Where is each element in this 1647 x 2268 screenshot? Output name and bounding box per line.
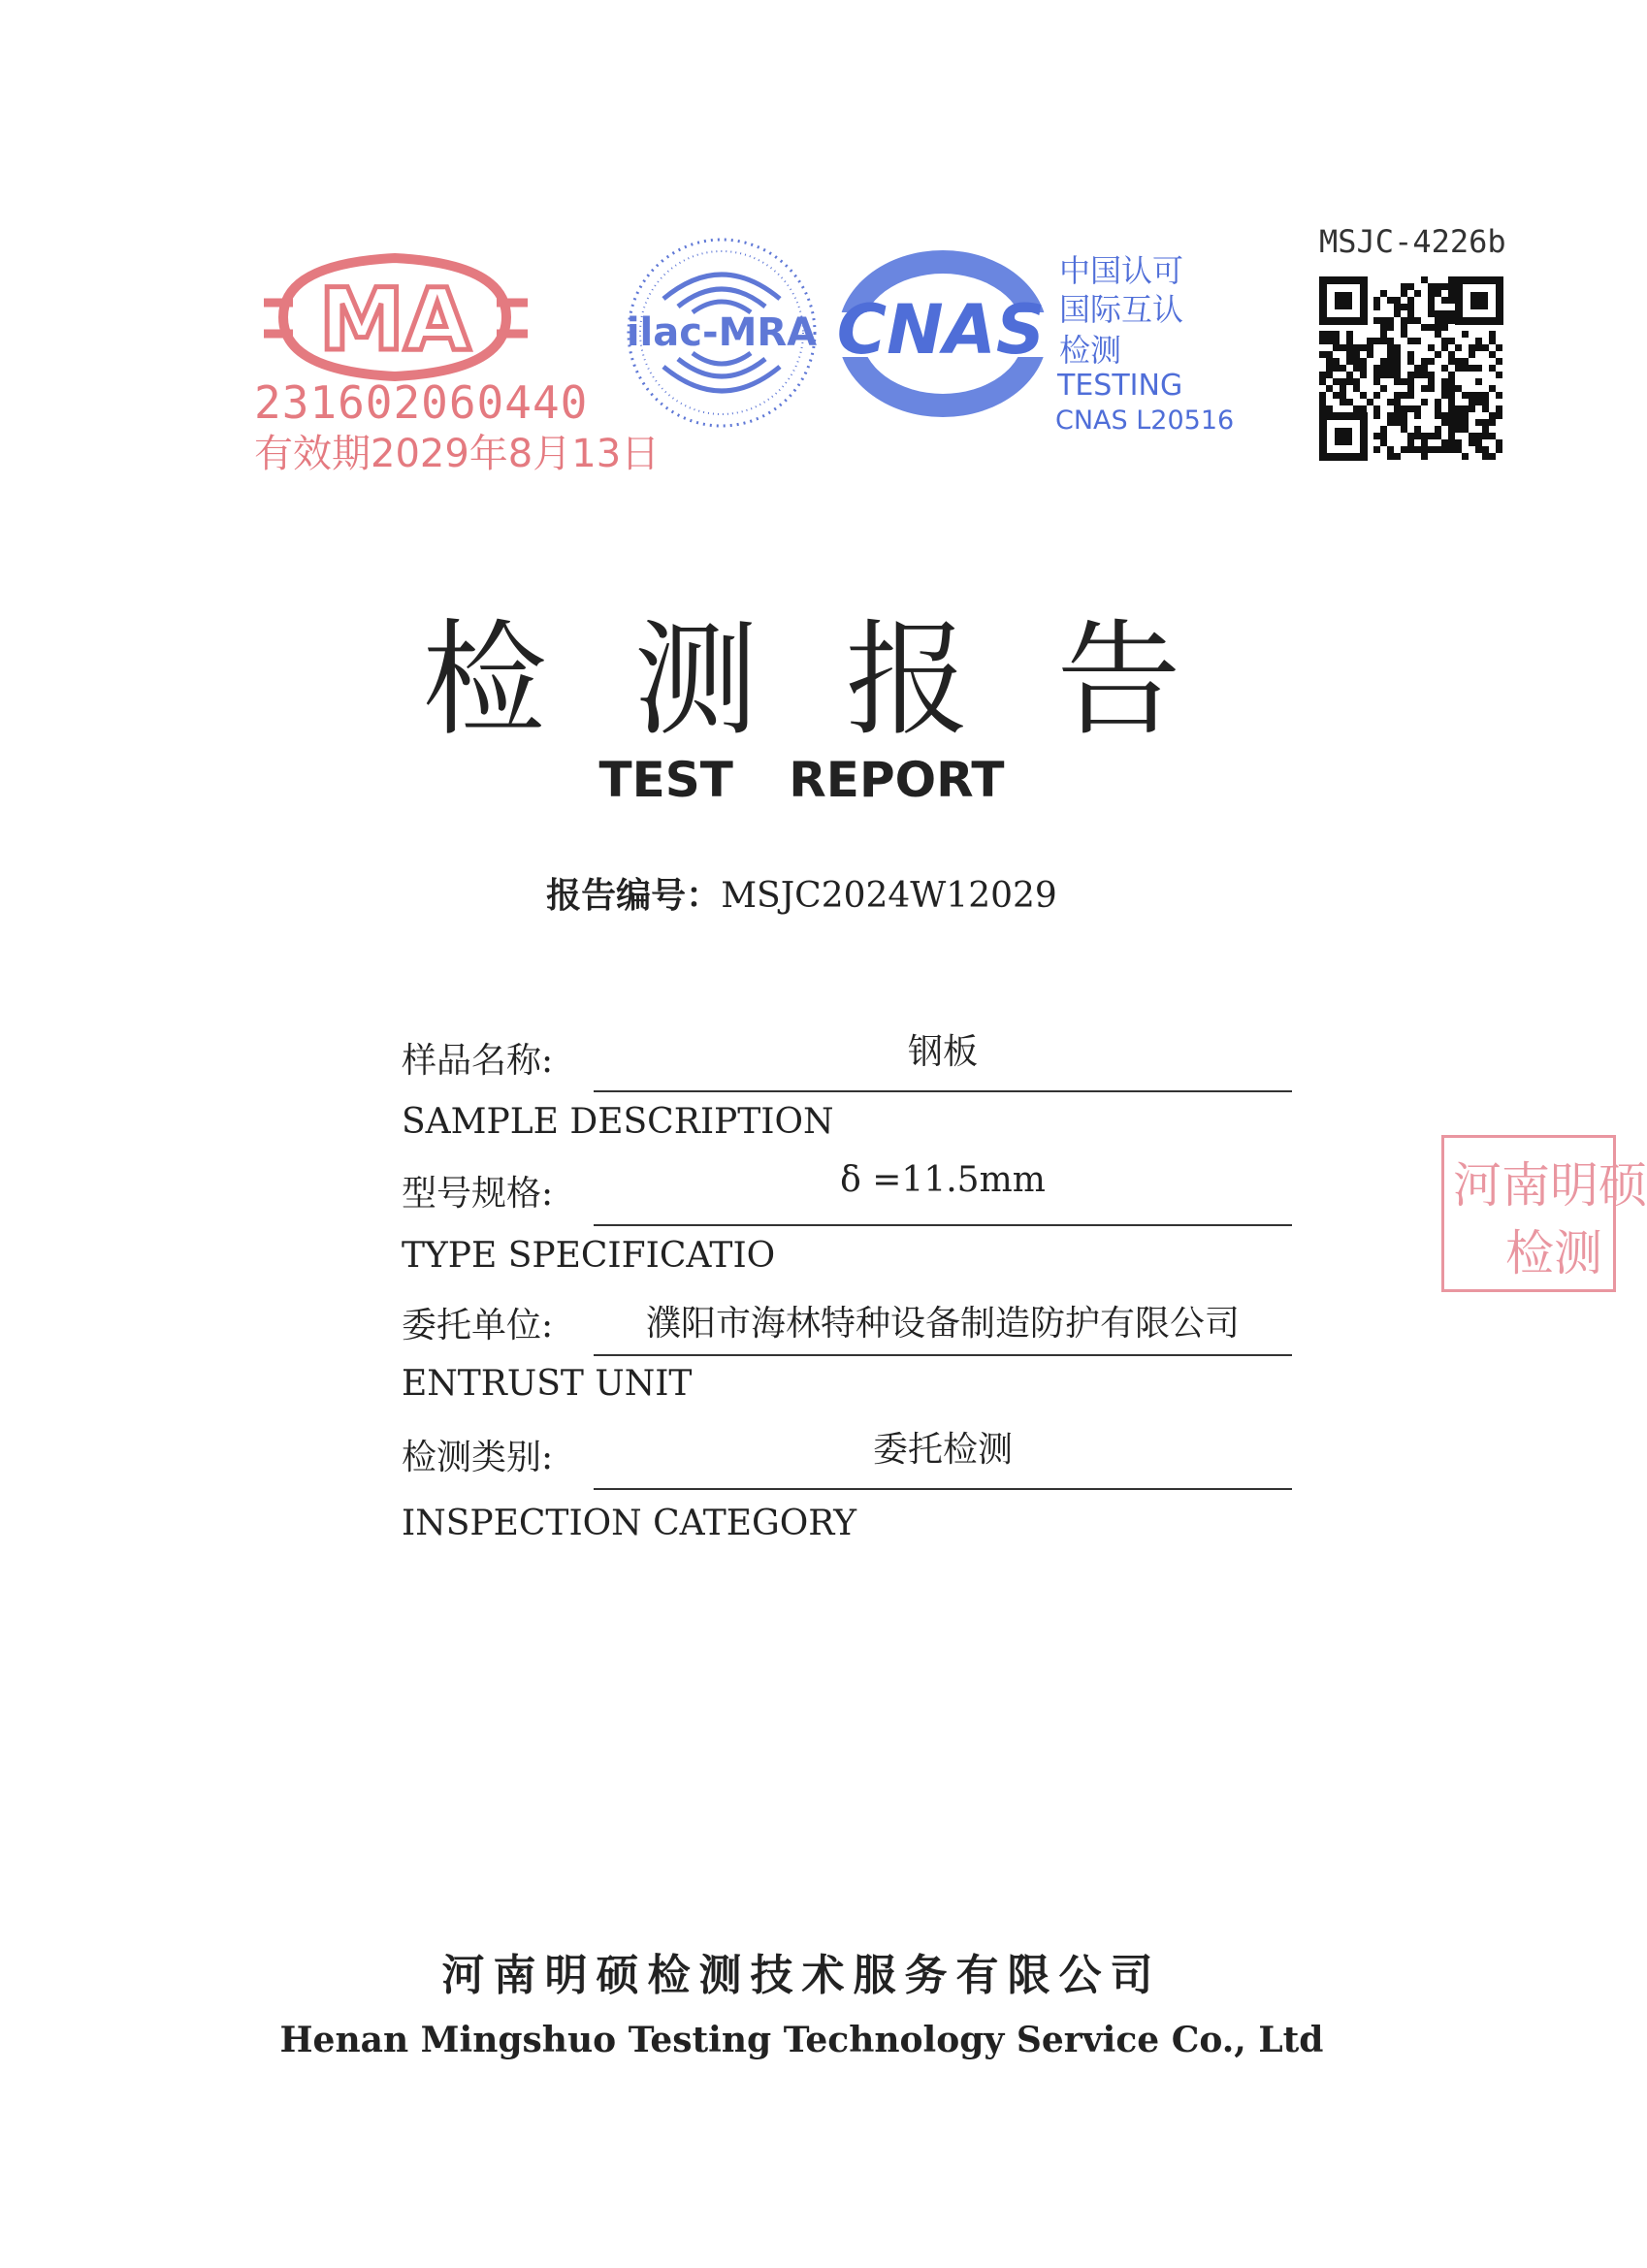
sample-description-label-cn: 样品名称: xyxy=(402,1041,554,1081)
inspection-category-label-en: INSPECTION CATEGORY xyxy=(402,1504,857,1543)
type-specification-underline xyxy=(594,1224,1292,1226)
svg-text:ilac-MRA: ilac-MRA xyxy=(626,310,818,355)
svg-text:CNAS: CNAS xyxy=(836,290,1046,370)
entrust-unit-label-cn: 委托单位: xyxy=(402,1306,554,1345)
company-name-english: Henan Mingshuo Testing Technology Service Co., Ltd xyxy=(279,2020,1324,2060)
report-number-label: 报告编号： xyxy=(546,876,722,916)
cnas-text-line: 国际互认 xyxy=(1059,291,1184,328)
cma-validity: 有效期2029年8月13日 xyxy=(254,432,661,476)
cnas-text-line: 中国认可 xyxy=(1059,252,1184,289)
cma-logo xyxy=(254,244,535,390)
sample-description-underline xyxy=(594,1090,1292,1092)
cnas-text-line: 检测 xyxy=(1059,332,1122,369)
cnas-text-line: CNAS L20516 xyxy=(1055,405,1235,436)
report-number-value: MSJC2024W12029 xyxy=(721,876,1057,916)
ilac-mra-logo xyxy=(625,231,819,435)
stamp-text-line: 检测 xyxy=(1505,1225,1602,1281)
entrust-unit-underline xyxy=(594,1354,1292,1356)
inspection-category-value: 委托检测 xyxy=(872,1430,1013,1470)
inspection-category-label-cn: 检测类别: xyxy=(402,1438,554,1477)
inspection-category-underline xyxy=(594,1488,1292,1490)
cnas-text-line: TESTING xyxy=(1057,369,1183,403)
type-specification-label-en: TYPE SPECIFICATIO xyxy=(402,1236,776,1276)
document-code: MSJC-4226b xyxy=(1319,223,1506,260)
entrust-unit-value: 濮阳市海林特种设备制造防护有限公司 xyxy=(645,1304,1240,1344)
sample-description-value: 钢板 xyxy=(907,1032,978,1072)
report-number xyxy=(0,868,1603,918)
stamp-text-line: 河南明硕 xyxy=(1453,1157,1647,1214)
title-english: TEST REPORT xyxy=(598,752,1005,808)
title-chinese: 检测报告 xyxy=(422,608,1269,753)
entrust-unit-label-en: ENTRUST UNIT xyxy=(402,1364,693,1404)
type-specification-label-cn: 型号规格: xyxy=(402,1174,554,1214)
cnas-logo xyxy=(826,246,1059,421)
qr-code-icon xyxy=(1319,276,1503,461)
svg-text:MA: MA xyxy=(319,270,470,370)
cma-number: 231602060440 xyxy=(254,376,589,429)
sample-description-label-en: SAMPLE DESCRIPTION xyxy=(402,1102,834,1142)
type-specification-value: δ =11.5mm xyxy=(840,1160,1046,1200)
company-name-chinese: 河南明硕检测技术服务有限公司 xyxy=(441,1951,1162,2000)
